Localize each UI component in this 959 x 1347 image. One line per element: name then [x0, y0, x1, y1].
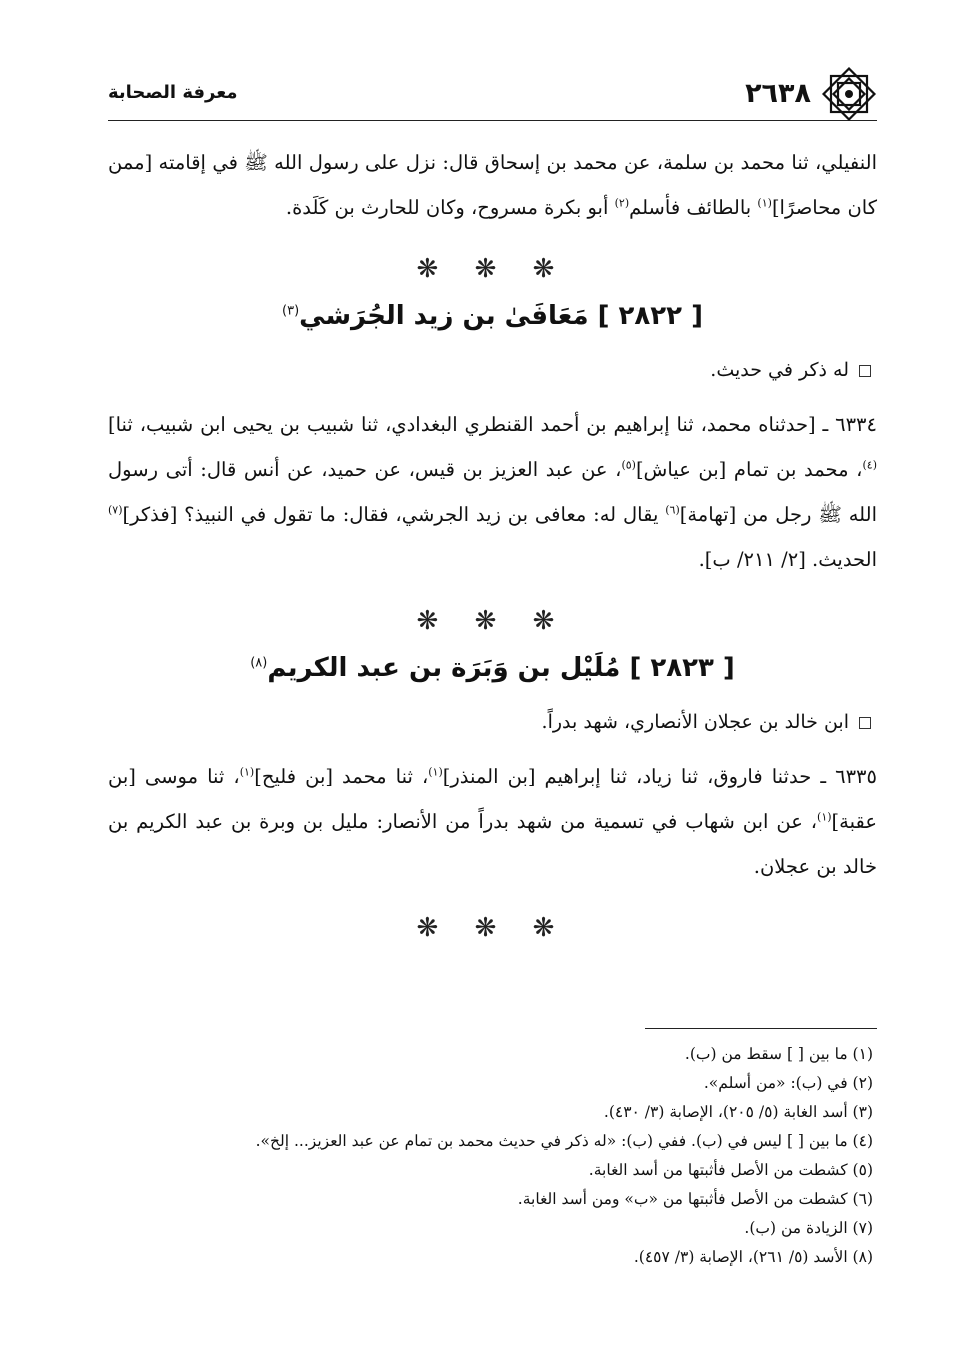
hadith-text: ، عن عبد العزيز بن قيس، عن حميد، عن أنس قال: أتى رسول الله ﷺ رجل من [تهامة]	[108, 458, 877, 526]
hadith-text: ٦٣٣٥ ـ حدثنا فاروق، ثنا زياد، ثنا إبراهيم [بن المنذر]	[442, 765, 877, 788]
footnote-ref: (٥)	[621, 458, 636, 472]
entry-note-text: ابن خالد بن عجلان الأنصاري، شهد بدراً.	[541, 711, 849, 733]
entry-title-2823	[108, 646, 877, 690]
hadith-6334	[108, 402, 877, 582]
footnotes	[108, 1040, 873, 1272]
footnote-divider	[645, 1028, 877, 1029]
entry-note-2823	[108, 702, 877, 742]
footnote-ref: (٦)	[665, 503, 680, 517]
page-number: ٢٦٣٨	[745, 78, 811, 109]
intro-text: بالطائف فأسلم	[629, 196, 758, 219]
footnote-ref: (٣)	[282, 303, 300, 319]
footnote-ref: (١)	[239, 765, 255, 779]
footnote-item: (٣) أسد الغابة (٥/ ٢٠٥)، الإصابة (٣/ ٤٣٠).	[603, 1103, 873, 1121]
section-separator: ❋ ❋ ❋	[416, 913, 569, 943]
entry-title-2822	[108, 294, 877, 338]
intro-text: كَلَدة.	[285, 196, 329, 219]
hadith-text: ، محمد بن تمام [بن عياش]	[635, 458, 863, 481]
entry-title-text: [ ٢٨٢٢ ] مَعَافَىٰ بن زيد الجُرَشي	[299, 301, 703, 331]
intro-text: أبو بكرة مسروح، وكان للحارث بن	[334, 196, 615, 219]
page-body	[108, 140, 877, 953]
footnote-ref: (٧)	[108, 503, 123, 517]
hadith-text: الحديث. [٢/ ٢١١/ ب].	[698, 548, 877, 571]
footnote-ref: (٨)	[250, 655, 268, 671]
intro-line: النفيلي، ثنا محمد بن سلمة، عن محمد بن إسحاق قال: نزل على رسول الله ﷺ في	[212, 151, 877, 174]
footnote-item: (٦) كشطت من الأصل فأثبتها من «ب» ومن أسد الغابة.	[517, 1190, 873, 1208]
hadith-text: يقال له: معافى بن زيد الجرشي، فقال: ما تقول في النبيذ؟ [فذكر]	[122, 503, 666, 526]
footnote-item: (٧) الزيادة من (ب).	[744, 1219, 873, 1237]
entry-title-text: [ ٢٨٢٣ ] مُلَيْل بن وَبَرَة بن عبد الكريم	[267, 653, 735, 683]
footnote-ref: (٢)	[614, 196, 630, 210]
hadith-text: ، ثنا موسى [بن عقبة]	[108, 765, 877, 833]
square-bullet-icon	[859, 365, 871, 377]
running-title: معرفة الصحابة	[108, 82, 238, 103]
intro-paragraph	[108, 140, 877, 230]
intro-text: إقامته [ممن كان محاصرًا]	[108, 151, 877, 219]
footnote-item: (٥) كشطت من الأصل فأثبتها من أسد الغابة.	[588, 1161, 873, 1179]
hadith-text: ، ثنا محمد [بن فليح]	[254, 765, 429, 788]
footnote-ref: (١)	[757, 196, 772, 210]
footnote-item: (١) ما بين [ ] سقط من (ب).	[684, 1045, 873, 1063]
footnote-ref: (١)	[428, 765, 443, 779]
square-bullet-icon	[859, 717, 871, 729]
entry-note-2822	[108, 350, 877, 390]
section-separator: ❋ ❋ ❋	[416, 606, 569, 636]
footnote-item: (٤) ما بين [ ] ليس في (ب). ففي (ب): «له ذكر في حديث محمد بن تمام عن عبد العزيز... إلخ».	[255, 1132, 873, 1150]
hadith-text: ٦٣٣٤ ـ [حدثناه محمد، ثنا إبراهيم بن أحمد القنطري البغدادي، ثنا شبيب بن يحيى ابن شبيب، ثنا]	[108, 413, 877, 436]
section-separator: ❋ ❋ ❋	[416, 254, 569, 284]
entry-note-text: له ذكر في حديث.	[710, 359, 849, 381]
hadith-text: ، عن ابن شهاب في تسمية من شهد بدراً من الأنصار: مليل بن وبرة بن عبد الكريم بن خالد بن عجلان.	[108, 810, 877, 878]
footnote-ref: (٤)	[862, 458, 877, 472]
hadith-6335	[108, 754, 877, 889]
page-header	[108, 70, 877, 121]
footnote-item: (٢) في (ب): «من أسلم».	[703, 1074, 873, 1092]
footnote-ref: (١)	[817, 810, 832, 824]
footnote-item: (٨) الأسد (٥/ ٢٦١)، الإصابة (٣/ ٤٥٧).	[633, 1248, 873, 1266]
star-ornament-icon	[821, 66, 877, 122]
